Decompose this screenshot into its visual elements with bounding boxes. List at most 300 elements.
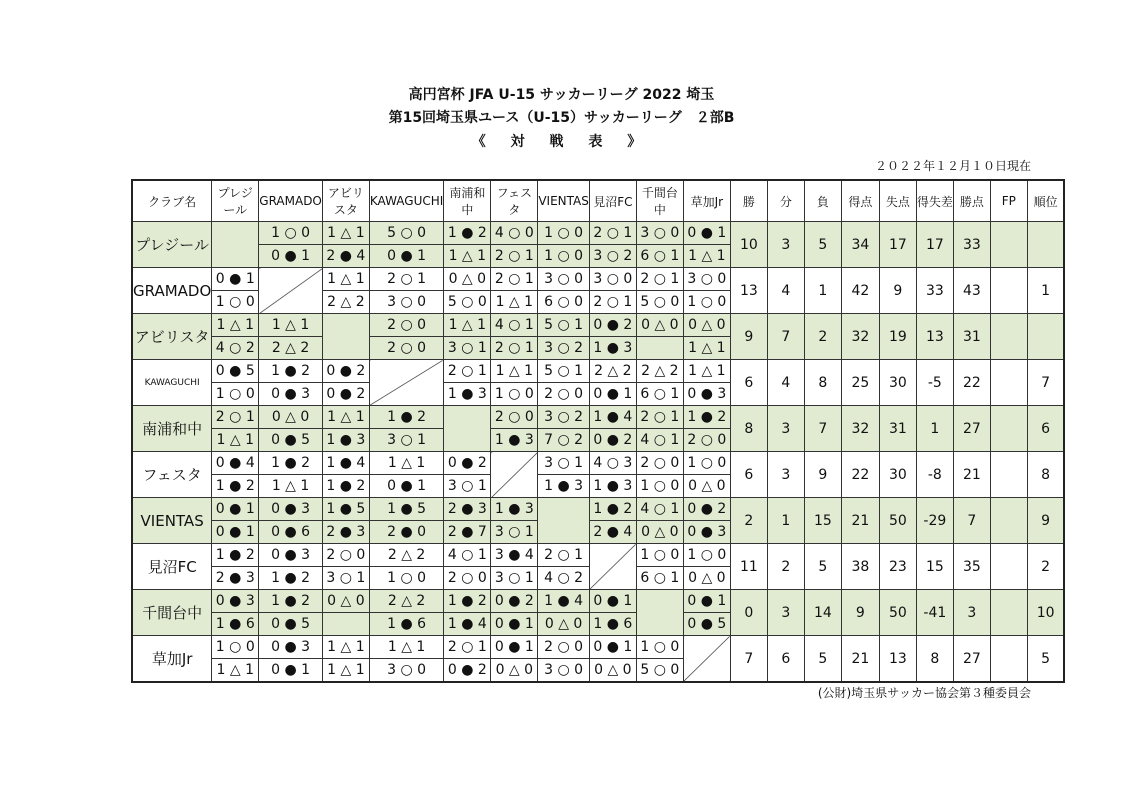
- first-leg-score: 0 ● 1: [687, 593, 727, 609]
- column-header-2: アビリスタ: [322, 180, 369, 222]
- first-leg-score: 4 ○ 1: [640, 501, 680, 517]
- match-result: [259, 222, 323, 268]
- first-leg-score: 1 ● 2: [593, 501, 633, 517]
- stat-goal-difference: -41: [916, 590, 953, 636]
- second-leg-score: 1 △ 1: [323, 658, 369, 681]
- first-leg-score: 0 △ 0: [641, 317, 679, 333]
- second-leg-score: 0 △ 0: [491, 658, 537, 681]
- column-header-8: 千間台中: [636, 180, 683, 222]
- first-leg-score: 2 ○ 1: [447, 363, 487, 379]
- club-name: KAWAGUCHI: [132, 360, 212, 406]
- stat-wins: 13: [730, 268, 767, 314]
- stat-wins: 0: [730, 590, 767, 636]
- first-leg-score: 0 △ 0: [688, 317, 726, 333]
- stat-draws: 2: [767, 544, 804, 590]
- stat-losses: 5: [804, 544, 841, 590]
- match-result: [444, 498, 491, 544]
- first-leg-score: 2 ○ 0: [387, 317, 427, 333]
- first-leg-score: 1 ○ 0: [544, 225, 584, 241]
- first-leg-score: 2 △ 2: [387, 593, 426, 609]
- match-result: [259, 498, 323, 544]
- match-result: [538, 314, 590, 360]
- first-leg-score: 0 ● 1: [687, 225, 727, 241]
- second-leg-score: 0 ● 1: [212, 520, 258, 543]
- stat-draws: 4: [767, 268, 804, 314]
- stat-goal-difference: 13: [916, 314, 953, 360]
- first-leg-score: 1 △ 1: [327, 409, 365, 425]
- second-leg-score: 3 ○ 1: [444, 336, 490, 359]
- title-line-2: 第15回埼玉県ユース（U-15）サッカーリーグ ２部B: [388, 110, 735, 126]
- second-leg-score: 7 ○ 2: [538, 428, 589, 451]
- self-match-diagonal: [322, 314, 369, 360]
- match-result: [683, 498, 730, 544]
- stat-rank: 8: [1027, 452, 1064, 498]
- match-result: [444, 452, 491, 498]
- second-leg-score: 1 △ 1: [684, 336, 730, 359]
- first-leg-score: 1 △ 1: [495, 363, 534, 379]
- first-leg-score: 5 ○ 1: [544, 317, 584, 333]
- stat-goals-against: 50: [879, 590, 916, 636]
- match-result: [322, 452, 369, 498]
- second-leg-score: 3 ○ 1: [444, 474, 490, 497]
- match-result: [259, 590, 323, 636]
- column-header-3: KAWAGUCHI: [369, 180, 443, 222]
- stat-draws: 3: [767, 406, 804, 452]
- first-leg-score: 1 ● 4: [593, 409, 633, 425]
- first-leg-score: 0 ● 1: [593, 639, 633, 655]
- first-leg-score: 0 ● 3: [271, 501, 311, 517]
- second-leg-score: 0 △ 0: [538, 612, 589, 635]
- first-leg-score: 3 ○ 0: [640, 225, 680, 241]
- stat-losses: 2: [804, 314, 841, 360]
- first-leg-score: 2 ○ 0: [326, 547, 366, 563]
- first-leg-score: 1 ● 3: [494, 501, 534, 517]
- stat-goals-for: 32: [841, 406, 879, 452]
- first-leg-score: 3 ○ 0: [687, 271, 727, 287]
- team-row: [132, 268, 1064, 314]
- stat-fair-play: [990, 544, 1027, 590]
- stat-goals-for: 9: [841, 590, 879, 636]
- second-leg-score: 0 ● 3: [684, 520, 730, 543]
- match-result: [444, 222, 491, 268]
- stat-rank: 5: [1027, 636, 1064, 683]
- first-leg-score: 0 ● 2: [687, 501, 727, 517]
- stat-draws: 3: [767, 452, 804, 498]
- stat-goal-difference: 33: [916, 268, 953, 314]
- stat-goals-for: 38: [841, 544, 879, 590]
- match-result: [369, 590, 443, 636]
- stat-points: 35: [953, 544, 990, 590]
- stat-fair-play: [990, 222, 1027, 268]
- stat-rank: 7: [1027, 360, 1064, 406]
- match-result: [636, 268, 683, 314]
- second-leg-score: 1 ● 4: [444, 612, 490, 635]
- first-leg-score: 1 ○ 0: [215, 639, 255, 655]
- second-leg-score: 6 ○ 1: [637, 566, 683, 589]
- match-result: [538, 544, 590, 590]
- self-match-diagonal: [589, 544, 636, 590]
- second-leg-score: 0 ● 5: [259, 612, 322, 635]
- second-leg-score: 3 ○ 2: [590, 244, 636, 267]
- stat-draws: 7: [767, 314, 804, 360]
- stat-rank: 6: [1027, 406, 1064, 452]
- match-result: [636, 222, 683, 268]
- second-leg-score: 0 △ 0: [590, 658, 636, 681]
- self-match-diagonal: [444, 406, 491, 452]
- stat-goals-for: 25: [841, 360, 879, 406]
- stat-rank: 2: [1027, 544, 1064, 590]
- second-leg-score: 0 ● 3: [684, 382, 730, 405]
- stat-fair-play: [990, 406, 1027, 452]
- second-leg-score: 1 ● 2: [212, 474, 258, 497]
- stat-goal-difference: -29: [916, 498, 953, 544]
- first-leg-score: 3 ○ 1: [544, 455, 584, 471]
- match-result: [212, 636, 259, 683]
- second-leg-score: 1 ○ 0: [538, 244, 589, 267]
- match-result: [444, 360, 491, 406]
- stat-draws: 3: [767, 590, 804, 636]
- match-result: [636, 360, 683, 406]
- first-leg-score: 2 △ 2: [387, 547, 426, 563]
- first-leg-score: 2 ○ 0: [494, 409, 534, 425]
- second-leg-score: 1 ○ 0: [491, 382, 537, 405]
- second-leg-score: 1 ● 6: [212, 612, 258, 635]
- match-result: [369, 268, 443, 314]
- second-leg-score: 0 △ 0: [684, 566, 730, 589]
- match-result: [369, 498, 443, 544]
- match-result: [491, 222, 538, 268]
- first-leg-score: 0 △ 0: [327, 593, 365, 609]
- first-leg-score: 1 △ 1: [271, 317, 310, 333]
- first-leg-score: 1 △ 1: [327, 639, 365, 655]
- second-leg-score: 1 ● 2: [259, 566, 322, 589]
- first-leg-score: 4 ○ 3: [593, 455, 633, 471]
- match-result: [589, 360, 636, 406]
- title-line-3: 《 対 戦 表 》: [471, 134, 652, 150]
- first-leg-score: 1 ● 5: [387, 501, 427, 517]
- match-result: [259, 636, 323, 683]
- match-result: [259, 360, 323, 406]
- stat-header-3: 得点: [841, 180, 879, 222]
- match-result: [538, 360, 590, 406]
- second-leg-score: 2 ○ 1: [590, 290, 636, 313]
- first-leg-score: 4 ○ 1: [447, 547, 487, 563]
- second-leg-score: 2 ○ 0: [538, 382, 589, 405]
- match-result: [636, 636, 683, 683]
- match-result: [589, 406, 636, 452]
- match-result: [589, 590, 636, 636]
- stat-goal-difference: -5: [916, 360, 953, 406]
- first-leg-score: 1 ○ 0: [640, 547, 680, 563]
- stat-fair-play: [990, 636, 1027, 683]
- first-leg-score: 0 ● 3: [271, 639, 311, 655]
- match-result: [369, 406, 443, 452]
- match-result: [369, 222, 443, 268]
- club-name: 千間台中: [132, 590, 212, 636]
- second-leg-score: 4 ○ 1: [637, 428, 683, 451]
- stat-goal-difference: 17: [916, 222, 953, 268]
- first-leg-score: 3 ○ 2: [544, 409, 584, 425]
- first-leg-score: 4 ○ 1: [494, 317, 534, 333]
- second-leg-score: 1 ● 3: [590, 474, 636, 497]
- match-result: [444, 590, 491, 636]
- match-result: [369, 314, 443, 360]
- match-result: [212, 590, 259, 636]
- stat-goals-against: 30: [879, 360, 916, 406]
- second-leg-score: 2 ○ 0: [444, 566, 490, 589]
- second-leg-score: 5 ○ 0: [444, 290, 490, 313]
- second-leg-score: 3 ○ 1: [491, 566, 537, 589]
- stat-points: 43: [953, 268, 990, 314]
- match-result: [636, 314, 683, 360]
- stat-goal-difference: 8: [916, 636, 953, 683]
- first-leg-score: 2 △ 2: [641, 363, 679, 379]
- first-leg-score: 3 ○ 0: [544, 271, 584, 287]
- match-result: [589, 268, 636, 314]
- first-leg-score: 1 △ 1: [688, 363, 726, 379]
- second-leg-score: 0 ● 2: [444, 658, 490, 681]
- second-leg-score: 1 ○ 0: [370, 566, 443, 589]
- stat-goals-against: 9: [879, 268, 916, 314]
- first-leg-score: 0 ● 3: [271, 547, 311, 563]
- second-leg-score: 3 ○ 1: [370, 428, 443, 451]
- first-leg-score: 1 △ 1: [387, 639, 426, 655]
- first-leg-score: 1 △ 1: [327, 271, 365, 287]
- club-name: GRAMADO: [132, 268, 212, 314]
- stat-wins: 2: [730, 498, 767, 544]
- first-leg-score: 1 ● 2: [387, 409, 427, 425]
- first-leg-score: 1 ○ 0: [271, 225, 311, 241]
- first-leg-score: 0 ● 1: [215, 501, 255, 517]
- match-result: [636, 544, 683, 590]
- stat-goals-for: 22: [841, 452, 879, 498]
- stat-points: 27: [953, 636, 990, 683]
- second-leg-score: 2 ● 3: [323, 520, 369, 543]
- second-leg-score: 3 ○ 2: [538, 336, 589, 359]
- stat-losses: 5: [804, 222, 841, 268]
- stat-fair-play: [990, 498, 1027, 544]
- second-leg-score: 0 ● 6: [259, 520, 322, 543]
- second-leg-score: 1 ● 2: [323, 474, 369, 497]
- first-leg-score: 2 ○ 1: [640, 271, 680, 287]
- stat-draws: 1: [767, 498, 804, 544]
- as-of-date: ２０２２年１２月１０日現在: [874, 159, 1031, 173]
- stat-wins: 9: [730, 314, 767, 360]
- stat-wins: 6: [730, 360, 767, 406]
- match-result: [212, 544, 259, 590]
- second-leg-score: 1 △ 1: [212, 428, 258, 451]
- stat-fair-play: [990, 590, 1027, 636]
- match-result: [322, 590, 369, 636]
- second-leg-score: 0 ● 3: [259, 382, 322, 405]
- match-result: [369, 544, 443, 590]
- match-result: [538, 636, 590, 683]
- second-leg-score: 0 ● 2: [323, 382, 369, 405]
- match-result: [589, 222, 636, 268]
- match-result: [491, 498, 538, 544]
- match-result: [589, 498, 636, 544]
- stat-draws: 3: [767, 222, 804, 268]
- stat-draws: 6: [767, 636, 804, 683]
- first-leg-score: 0 △ 0: [271, 409, 310, 425]
- match-result: [683, 360, 730, 406]
- stat-losses: 8: [804, 360, 841, 406]
- first-leg-score: 2 ○ 1: [494, 271, 534, 287]
- stat-fair-play: [990, 268, 1027, 314]
- first-leg-score: 1 ○ 0: [687, 455, 727, 471]
- club-name: フェスタ: [132, 452, 212, 498]
- second-leg-score: 0 ● 1: [590, 382, 636, 405]
- second-leg-score: [323, 612, 369, 635]
- match-result: [212, 360, 259, 406]
- club-name: 見沼FC: [132, 544, 212, 590]
- stat-points: 3: [953, 590, 990, 636]
- match-result: [683, 452, 730, 498]
- second-leg-score: 4 ○ 2: [212, 336, 258, 359]
- stat-points: 21: [953, 452, 990, 498]
- first-leg-score: 2 ○ 1: [215, 409, 255, 425]
- first-leg-score: 1 ● 2: [271, 593, 311, 609]
- match-result: [491, 314, 538, 360]
- first-leg-score: 2 ● 3: [447, 501, 487, 517]
- first-leg-score: 2 △ 2: [594, 363, 632, 379]
- second-leg-score: 0 △ 0: [637, 520, 683, 543]
- team-row: [132, 360, 1064, 406]
- match-result: [683, 314, 730, 360]
- stat-goals-for: 34: [841, 222, 879, 268]
- second-leg-score: 2 △ 2: [323, 290, 369, 313]
- first-leg-score: 3 ● 4: [494, 547, 534, 563]
- stat-rank: 1: [1027, 268, 1064, 314]
- match-result: [259, 544, 323, 590]
- match-result: [491, 544, 538, 590]
- match-result: [636, 498, 683, 544]
- first-leg-score: 0 ● 2: [326, 363, 366, 379]
- second-leg-score: 2 △ 2: [259, 336, 322, 359]
- second-leg-score: 1 ○ 0: [212, 382, 258, 405]
- column-header-9: 草加Jr: [683, 180, 730, 222]
- second-leg-score: 2 ○ 0: [684, 428, 730, 451]
- stat-rank: 9: [1027, 498, 1064, 544]
- first-leg-score: 1 ● 2: [271, 455, 311, 471]
- stat-header-2: 負: [804, 180, 841, 222]
- first-leg-score: 0 ● 3: [215, 593, 255, 609]
- footer-credit: (公財)埼玉県サッカー協会第３種委員会: [817, 686, 1031, 700]
- stat-losses: 15: [804, 498, 841, 544]
- first-leg-score: 2 ○ 0: [544, 639, 584, 655]
- stat-goal-difference: 15: [916, 544, 953, 590]
- match-result: [538, 222, 590, 268]
- self-match-diagonal: [636, 590, 683, 636]
- first-leg-score: 1 ○ 0: [687, 547, 727, 563]
- stat-losses: 5: [804, 636, 841, 683]
- second-leg-score: 0 ● 1: [370, 474, 443, 497]
- first-leg-score: 0 ● 2: [494, 593, 534, 609]
- match-result: [683, 590, 730, 636]
- second-leg-score: 5 ○ 0: [637, 290, 683, 313]
- stat-fair-play: [990, 314, 1027, 360]
- stat-header-6: 勝点: [953, 180, 990, 222]
- first-leg-score: 5 ○ 1: [544, 363, 584, 379]
- second-leg-score: 2 ○ 1: [491, 244, 537, 267]
- stat-goals-against: 23: [879, 544, 916, 590]
- match-result: [683, 268, 730, 314]
- match-result: [369, 452, 443, 498]
- stat-wins: 7: [730, 636, 767, 683]
- second-leg-score: 0 ● 1: [370, 244, 443, 267]
- self-match-diagonal: [212, 222, 259, 268]
- second-leg-score: 0 ● 2: [590, 428, 636, 451]
- second-leg-score: 4 ○ 2: [538, 566, 589, 589]
- club-name-header: クラブ名: [132, 180, 212, 222]
- club-name: アビリスタ: [132, 314, 212, 360]
- self-match-diagonal: [259, 268, 323, 314]
- match-result: [444, 314, 491, 360]
- match-result: [212, 406, 259, 452]
- first-leg-score: 2 ○ 1: [640, 409, 680, 425]
- match-result: [259, 452, 323, 498]
- second-leg-score: 2 ● 0: [370, 520, 443, 543]
- second-leg-score: 2 ● 4: [323, 244, 369, 267]
- stat-fair-play: [990, 360, 1027, 406]
- stat-header-4: 失点: [879, 180, 916, 222]
- second-leg-score: 3 ○ 0: [538, 658, 589, 681]
- match-result: [212, 498, 259, 544]
- second-leg-score: 1 ● 3: [590, 336, 636, 359]
- first-leg-score: 1 △ 1: [216, 317, 254, 333]
- match-result: [636, 452, 683, 498]
- second-leg-score: 3 ○ 0: [370, 658, 443, 681]
- stat-header-8: 順位: [1027, 180, 1064, 222]
- column-header-7: 見沼FC: [589, 180, 636, 222]
- first-leg-score: 1 ● 2: [687, 409, 727, 425]
- second-leg-score: 1 ● 6: [370, 612, 443, 635]
- match-result: [322, 636, 369, 683]
- stat-wins: 11: [730, 544, 767, 590]
- second-leg-score: 0 ● 1: [491, 612, 537, 635]
- second-leg-score: 3 ○ 1: [491, 520, 537, 543]
- second-leg-score: 1 ○ 0: [637, 474, 683, 497]
- match-result: [589, 452, 636, 498]
- team-row: [132, 544, 1064, 590]
- second-leg-score: [637, 336, 683, 359]
- stat-header-0: 勝: [730, 180, 767, 222]
- club-name: 南浦和中: [132, 406, 212, 452]
- team-row: [132, 406, 1064, 452]
- second-leg-score: 0 ● 5: [684, 612, 730, 635]
- second-leg-score: 2 ● 7: [444, 520, 490, 543]
- stat-points: 22: [953, 360, 990, 406]
- match-result: [322, 498, 369, 544]
- match-result: [444, 636, 491, 683]
- stat-points: 31: [953, 314, 990, 360]
- second-leg-score: 1 ○ 0: [212, 290, 258, 313]
- stat-header-5: 得失差: [916, 180, 953, 222]
- stat-points: 27: [953, 406, 990, 452]
- first-leg-score: 0 ● 1: [593, 593, 633, 609]
- first-leg-score: 1 △ 1: [448, 317, 487, 333]
- stat-goal-difference: -8: [916, 452, 953, 498]
- first-leg-score: 2 ○ 0: [640, 455, 680, 471]
- self-match-diagonal: [538, 498, 590, 544]
- match-result: [491, 268, 538, 314]
- second-leg-score: 1 △ 1: [259, 474, 322, 497]
- stat-losses: 14: [804, 590, 841, 636]
- column-header-6: VIENTAS: [538, 180, 590, 222]
- match-result: [212, 268, 259, 314]
- first-leg-score: 1 △ 1: [387, 455, 426, 471]
- match-result: [259, 314, 323, 360]
